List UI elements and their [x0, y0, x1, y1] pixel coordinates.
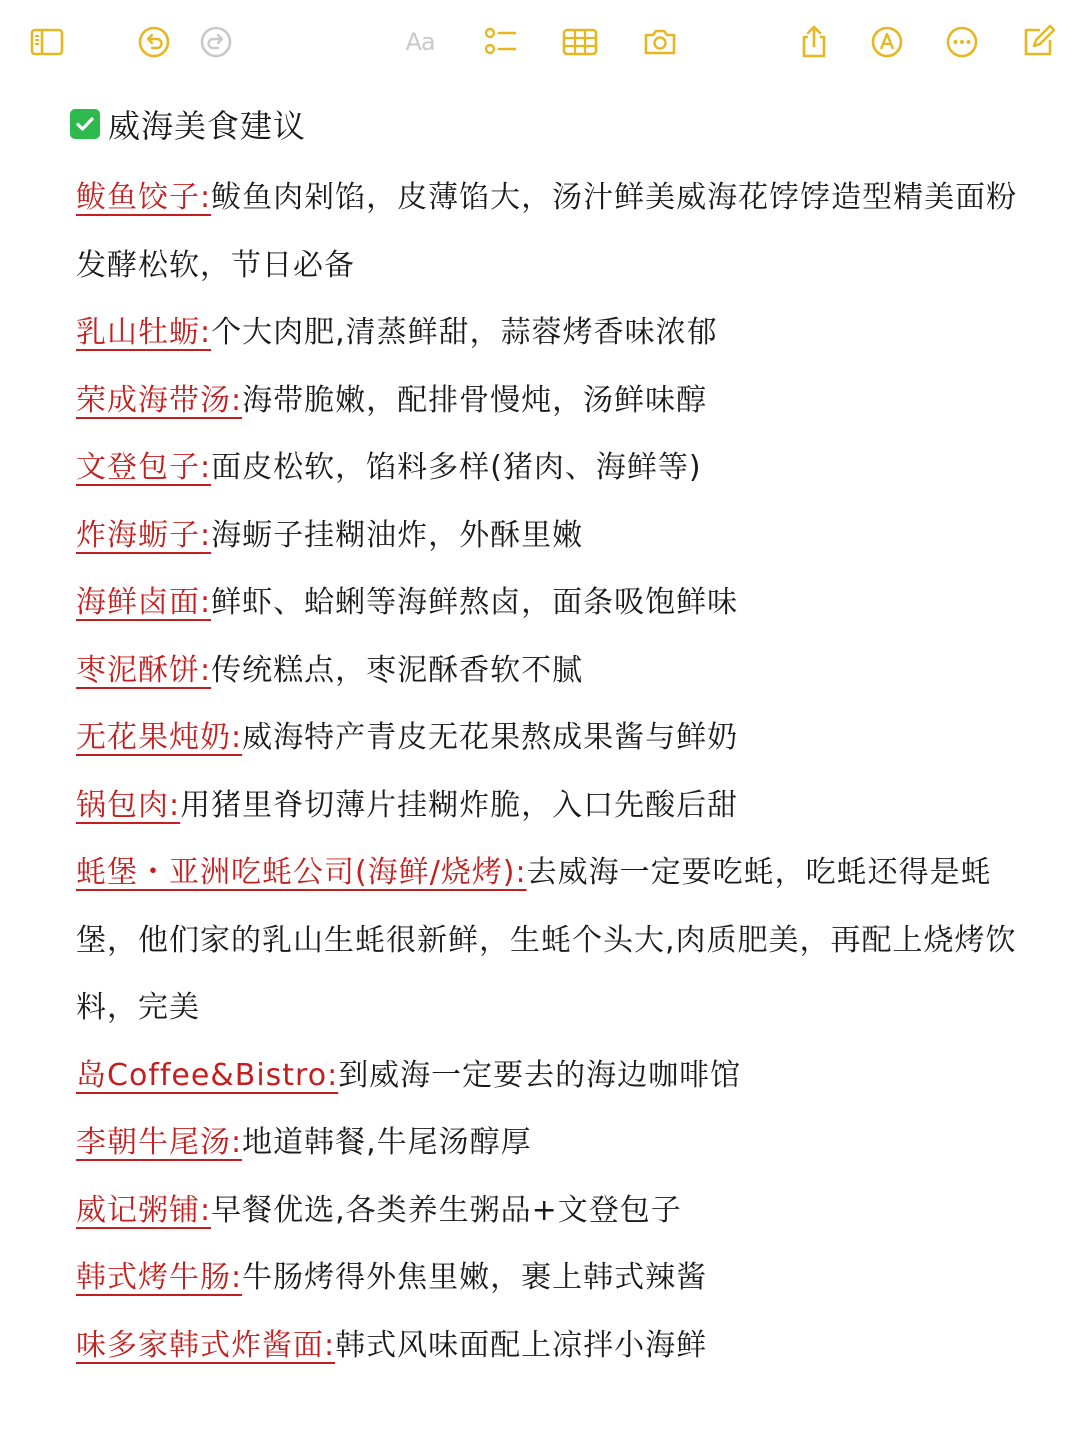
food-description: 威海特产青皮无花果熬成果酱与鲜奶	[242, 720, 739, 755]
camera-icon	[642, 24, 678, 60]
note-title-text: 威海美食建议	[108, 107, 307, 145]
food-entry	[76, 502, 1046, 570]
sidebar-toggle-button[interactable]	[27, 22, 67, 62]
food-description: 韩式风味面配上凉拌小海鲜	[335, 1327, 708, 1363]
more-options-icon	[944, 24, 980, 60]
food-description: 鲅鱼肉剁馅，皮薄馅大，汤汁鲜美威海花饽饽造型精美面粉发酵松软，节日必备	[76, 180, 1018, 283]
text-format-button[interactable]	[400, 22, 440, 62]
food-name-link[interactable]: 李朝牛尾汤:	[76, 1125, 243, 1160]
share-button[interactable]	[794, 22, 834, 62]
food-description: 个大肉肥,清蒸鲜甜，蒜蓉烤香味浓郁	[211, 315, 718, 350]
markup-pen-icon	[869, 24, 905, 60]
food-name-link[interactable]: 威记粥铺:	[76, 1192, 212, 1228]
markup-button[interactable]	[867, 22, 907, 62]
food-description: 去威海一定要吃蚝，吃蚝还得是蚝堡，他们家的乳山生蚝很新鲜，生蚝个头大,肉质肥美，再配上烧烤饮料，完美	[76, 855, 1017, 1025]
food-description: 早餐优选,各类养生粥品+文登包子	[211, 1192, 682, 1228]
food-entry	[76, 434, 1046, 502]
food-name-link[interactable]: 炸海蛎子:	[76, 517, 212, 553]
food-name-link[interactable]: 无花果炖奶:	[76, 720, 243, 755]
note-title	[70, 100, 306, 148]
food-name-link[interactable]: 韩式烤牛肠:	[76, 1260, 243, 1295]
food-description: 鲜虾、蛤蜊等海鲜熬卤，面条吸饱鲜味	[211, 585, 739, 620]
checklist-icon	[482, 24, 518, 60]
food-name-link[interactable]: 岛Coffee&Bistro:	[76, 1057, 339, 1093]
food-description: 面皮松软，馅料多样(猪肉、海鲜等)	[211, 450, 702, 485]
food-description: 传统糕点，枣泥酥香软不腻	[211, 652, 584, 688]
food-name-link[interactable]: 海鲜卤面:	[76, 585, 212, 620]
food-entry	[76, 569, 1046, 637]
food-name-link[interactable]: 蚝堡・亚洲吃蚝公司(海鲜/烧烤):	[76, 855, 527, 890]
food-entry	[76, 704, 1046, 772]
redo-icon	[198, 24, 234, 60]
food-description: 到威海一定要去的海边咖啡馆	[338, 1057, 742, 1093]
camera-button[interactable]	[640, 22, 680, 62]
food-description: 地道韩餐,牛尾汤醇厚	[242, 1125, 532, 1160]
food-description: 牛肠烤得外焦里嫩，裹上韩式辣酱	[242, 1260, 708, 1295]
table-button[interactable]	[560, 22, 600, 62]
food-name-link[interactable]: 乳山牡蛎:	[76, 315, 212, 350]
redo-button[interactable]	[196, 22, 236, 62]
food-entry	[76, 1312, 1046, 1380]
note-body[interactable]	[76, 164, 1046, 1379]
food-entry	[76, 772, 1046, 840]
notes-toolbar	[0, 0, 1080, 90]
food-entry	[76, 1177, 1046, 1245]
food-entry	[76, 1109, 1046, 1177]
check-mark-icon	[70, 109, 100, 139]
food-entry	[76, 1042, 1046, 1110]
food-name-link[interactable]: 鲅鱼饺子:	[76, 180, 212, 215]
food-description: 海蛎子挂糊油炸，外酥里嫩	[211, 517, 584, 553]
food-name-link[interactable]: 文登包子:	[76, 450, 212, 485]
food-name-link[interactable]: 锅包肉:	[76, 787, 181, 823]
food-entry	[76, 839, 1046, 1042]
food-name-link[interactable]: 味多家韩式炸酱面:	[76, 1327, 336, 1363]
compose-button[interactable]	[1018, 22, 1058, 62]
checklist-button[interactable]	[480, 22, 520, 62]
compose-icon	[1020, 24, 1056, 60]
undo-icon	[136, 24, 172, 60]
food-entry	[76, 164, 1046, 299]
text-format-icon: Aa	[405, 28, 435, 56]
food-description: 海带脆嫩，配排骨慢炖，汤鲜味醇	[242, 382, 708, 418]
food-name-link[interactable]: 荣成海带汤:	[76, 382, 243, 418]
food-name-link[interactable]: 枣泥酥饼:	[76, 652, 212, 688]
more-options-button[interactable]	[942, 22, 982, 62]
share-icon	[796, 24, 832, 60]
food-entry	[76, 637, 1046, 705]
food-entry	[76, 299, 1046, 367]
food-entry	[76, 367, 1046, 435]
sidebar-toggle-icon	[29, 24, 65, 60]
food-entry	[76, 1244, 1046, 1312]
table-icon	[562, 24, 598, 60]
undo-button[interactable]	[134, 22, 174, 62]
food-description: 用猪里脊切薄片挂糊炸脆，入口先酸后甜	[180, 787, 739, 823]
